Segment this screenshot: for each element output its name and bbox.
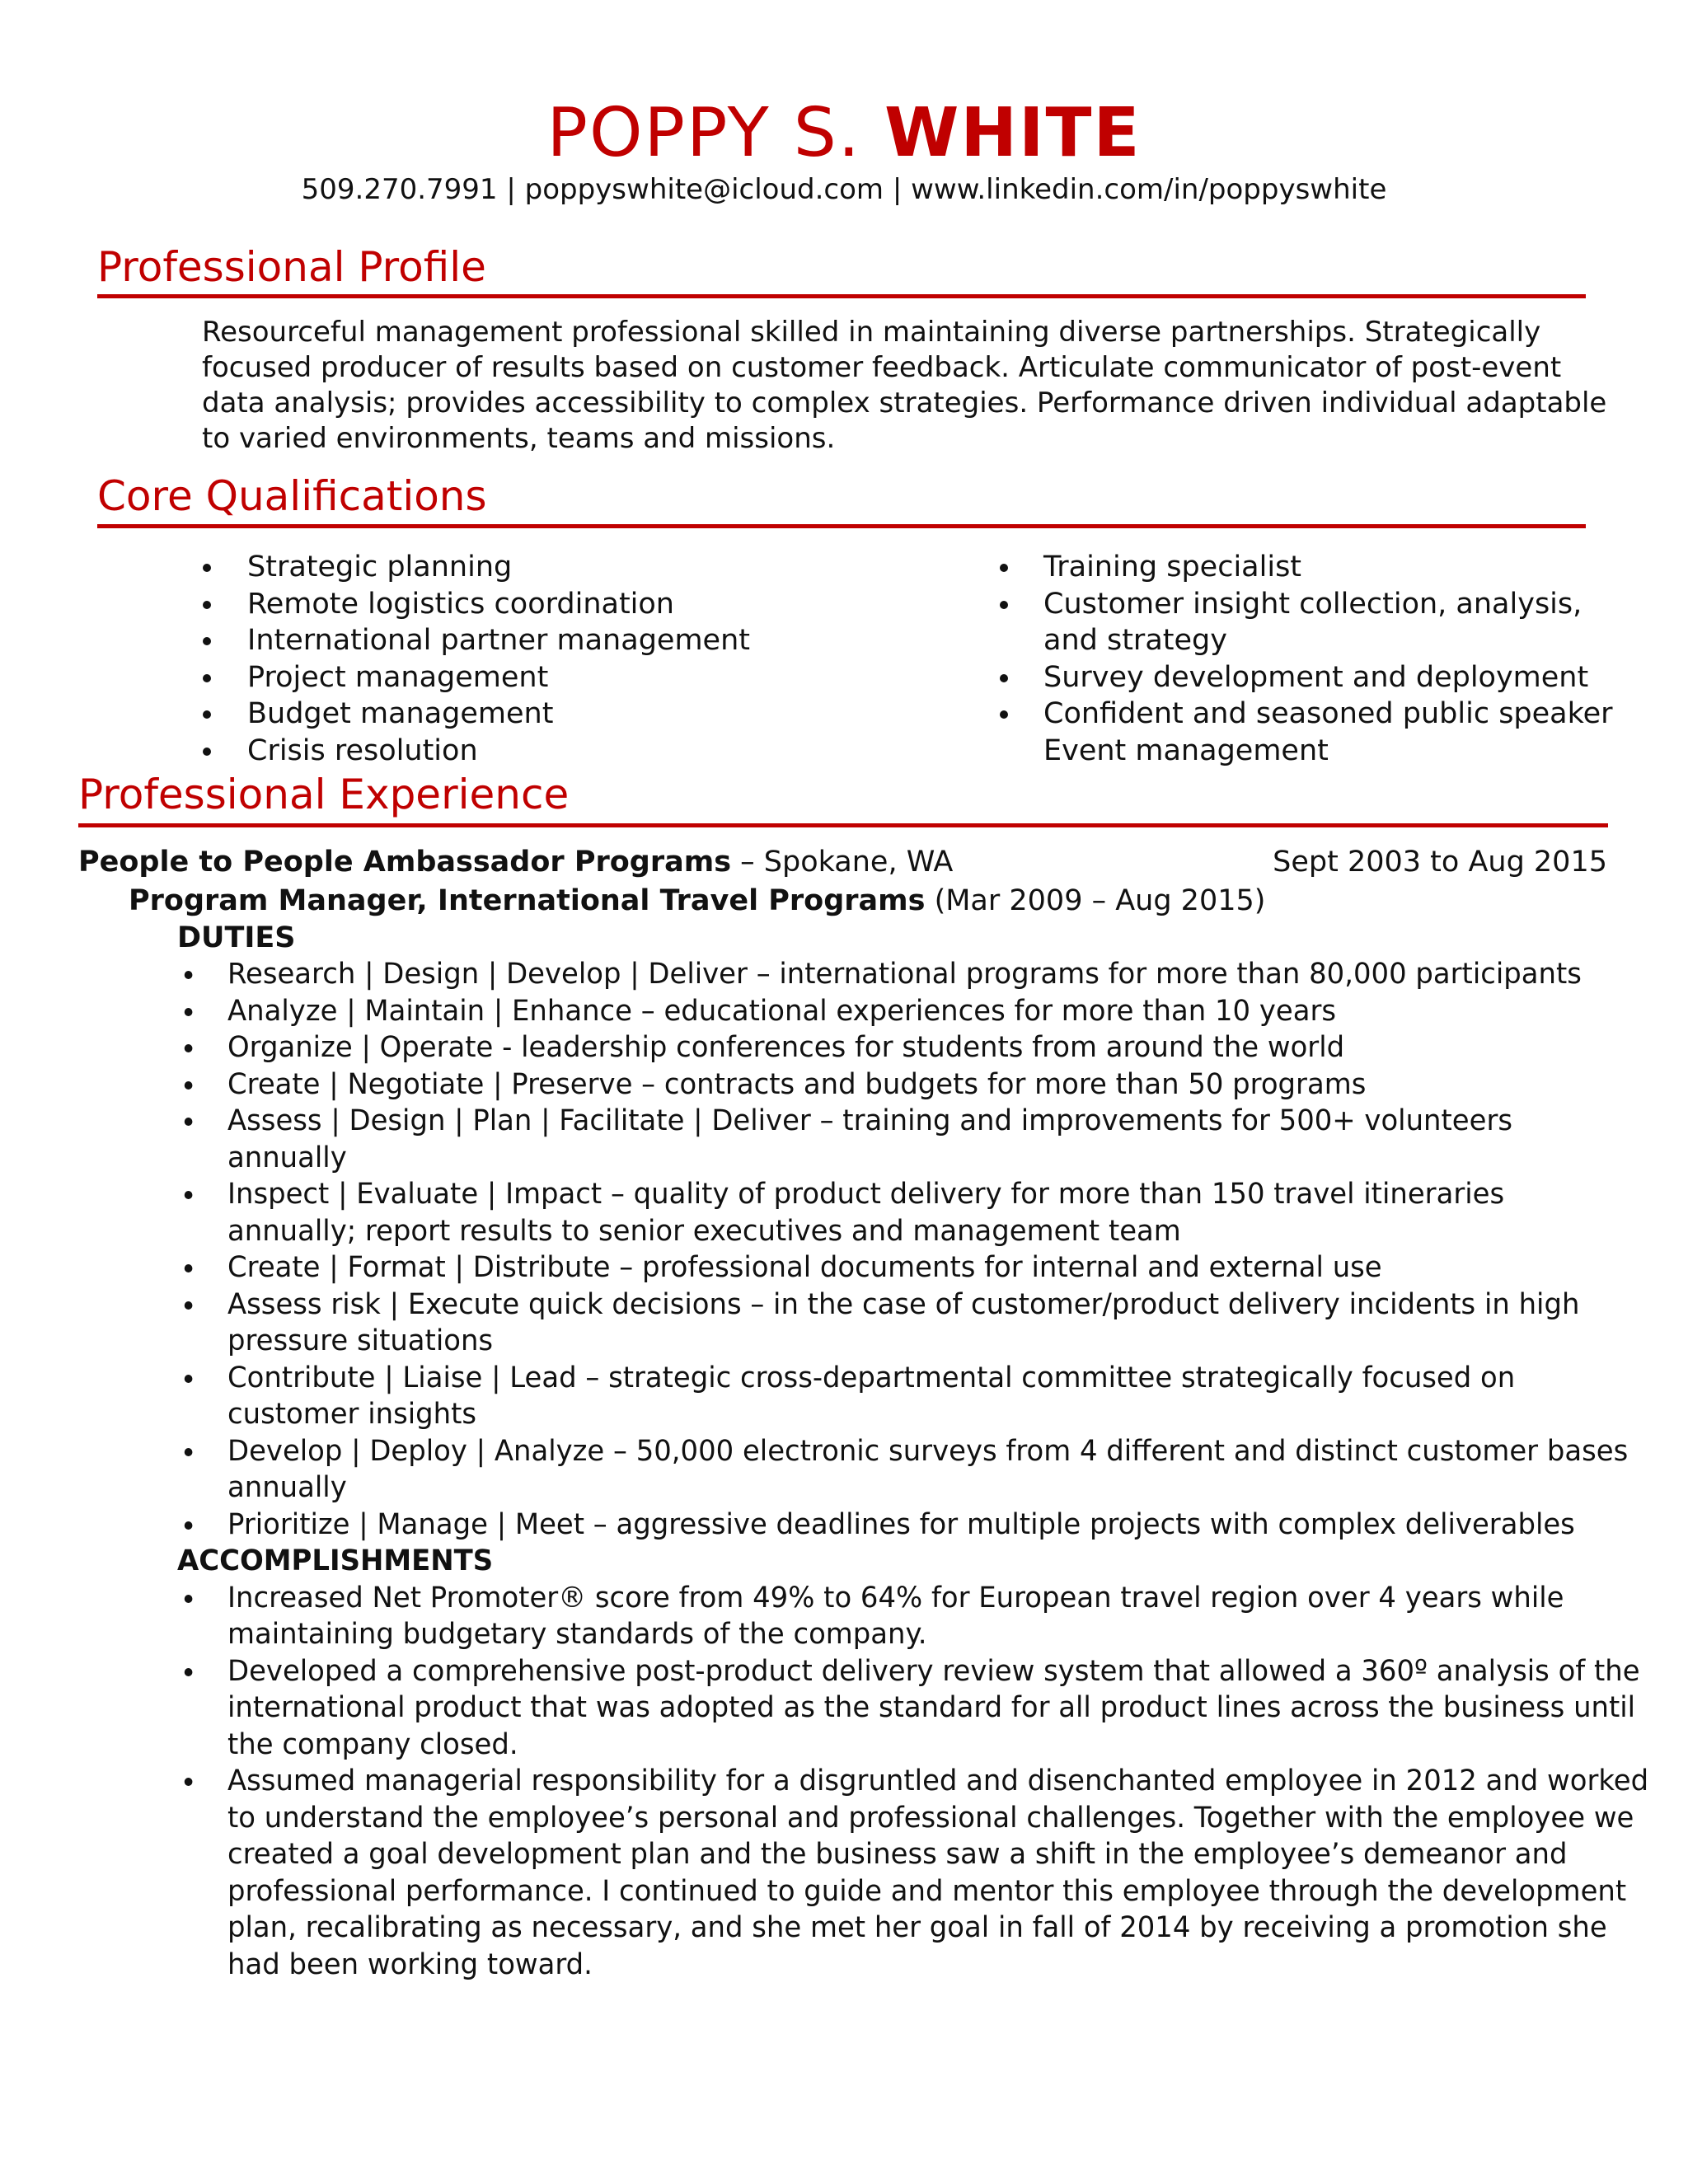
list-item: Organize | Operate - leadership conferences for students from around the world bbox=[227, 1029, 1648, 1066]
role-dates: (Mar 2009 – Aug 2015) bbox=[925, 884, 1266, 917]
first-name: POPPY S. bbox=[546, 94, 861, 172]
list-item: Inspect | Evaluate | Impact – quality of product delivery for more than 150 travel itineraries bbox=[227, 1176, 1648, 1213]
duties-list bbox=[177, 956, 1688, 1983]
employer-name: People to People Ambassador Programs bbox=[78, 846, 732, 879]
list-item: Developed a comprehensive post-product delivery review system that allowed a 360º analysis of the bbox=[227, 1653, 1648, 1690]
bullet-icon bbox=[185, 1375, 193, 1383]
bullet-icon bbox=[203, 710, 211, 719]
list-item: Crisis resolution bbox=[247, 733, 750, 770]
section-rule-profile bbox=[97, 294, 1586, 298]
list-item: Training specialist bbox=[1043, 549, 1613, 586]
bullet-icon bbox=[203, 601, 211, 609]
list-item: Prioritize | Manage | Meet – aggressive deadlines for multiple projects with complex deliverables bbox=[227, 1507, 1648, 1544]
list-item-continuation: annually bbox=[227, 1471, 347, 1504]
profile-line: to varied environments, teams and missions. bbox=[202, 422, 836, 455]
bullet-icon bbox=[185, 1521, 193, 1530]
list-item-continuation: Event management bbox=[1043, 733, 1329, 767]
qualifications-list-right bbox=[1043, 549, 1613, 769]
bullet-icon bbox=[203, 637, 211, 645]
employer-location: – Spokane, WA bbox=[731, 846, 954, 879]
profile-summary bbox=[202, 315, 1620, 457]
list-item: Develop | Deploy | Analyze – 50,000 electronic surveys from 4 different and distinct customer bases bbox=[227, 1433, 1648, 1470]
bullet-icon bbox=[1000, 674, 1008, 682]
list-item-continuation: annually; report results to senior executives and management team bbox=[227, 1214, 1181, 1248]
section-title-profile: Professional Profile bbox=[97, 243, 486, 291]
list-item: Strategic planning bbox=[247, 549, 750, 586]
list-item: Assumed managerial responsibility for a disgruntled and disenchanted employee in 2012 and worked bbox=[227, 1763, 1648, 1800]
list-item-continuation: maintaining budgetary standards of the company. bbox=[227, 1618, 927, 1651]
list-item: Assess risk | Execute quick decisions – in the case of customer/product delivery incidents in high bbox=[227, 1286, 1648, 1324]
contact-line: 509.270.7991 | poppyswhite@icloud.com | www.linkedin.com/in/poppyswhite bbox=[301, 173, 1387, 206]
list-item-continuation: to understand the employee’s personal and professional challenges. Together with the employee we bbox=[227, 1801, 1634, 1835]
list-item: Confident and seasoned public speaker bbox=[1043, 696, 1613, 733]
list-item-continuation: and strategy bbox=[1043, 624, 1227, 657]
list-item-continuation: customer insights bbox=[227, 1398, 477, 1431]
last-name: WHITE bbox=[884, 94, 1142, 172]
bullet-icon bbox=[185, 1008, 193, 1016]
bullet-icon bbox=[185, 1118, 193, 1126]
bullet-icon bbox=[185, 971, 193, 979]
list-item: Budget management bbox=[247, 696, 750, 733]
list-item: Increased Net Promoter® score from 49% to 64% for European travel region over 4 years while bbox=[227, 1580, 1648, 1617]
bullet-icon bbox=[185, 1264, 193, 1272]
list-item-continuation: had been working toward. bbox=[227, 1947, 593, 1981]
bullet-icon bbox=[1000, 564, 1008, 572]
list-item-continuation: plan, recalibrating as necessary, and she met her goal in fall of 2014 by receiving a promotion she bbox=[227, 1911, 1607, 1944]
list-item: Project management bbox=[247, 659, 750, 696]
bullet-icon bbox=[185, 1081, 193, 1090]
list-item: Create | Format | Distribute – professional documents for internal and external use bbox=[227, 1249, 1648, 1286]
bullet-icon bbox=[185, 1191, 193, 1199]
bullet-icon bbox=[185, 1778, 193, 1786]
bullet-icon bbox=[203, 748, 211, 756]
list-item: Assess | Design | Plan | Facilitate | Deliver – training and improvements for 500+ volunteers bbox=[227, 1103, 1648, 1140]
bullet-icon bbox=[185, 1668, 193, 1676]
qualifications-list-left bbox=[247, 549, 750, 769]
list-item: Analyze | Maintain | Enhance – educational experiences for more than 10 years bbox=[227, 993, 1648, 1030]
employment-dates: Sept 2003 to Aug 2015 bbox=[1273, 846, 1607, 879]
list-item: Survey development and deployment bbox=[1043, 659, 1613, 696]
profile-line: focused producer of results based on customer feedback. Articulate communicator of post-event bbox=[202, 351, 1562, 384]
list-item: International partner management bbox=[247, 622, 750, 659]
bullet-icon bbox=[1000, 601, 1008, 609]
profile-line: data analysis; provides accessibility to complex strategies. Performance driven individual adaptable bbox=[202, 387, 1607, 419]
list-item-continuation: pressure situations bbox=[227, 1324, 494, 1357]
role-title: Program Manager, International Travel Programs bbox=[129, 884, 926, 917]
bullet-icon bbox=[1000, 710, 1008, 719]
section-rule-qualifications bbox=[97, 524, 1586, 528]
list-item-continuation: professional performance. I continued to guide and mentor this employee through the development bbox=[227, 1874, 1627, 1908]
duties-heading: DUTIES bbox=[177, 921, 296, 954]
list-item: Contribute | Liaise | Lead – strategic cross-departmental committee strategically focused on bbox=[227, 1360, 1648, 1397]
candidate-name bbox=[0, 92, 1688, 175]
list-item-continuation: annually bbox=[227, 1141, 347, 1174]
list-item: Customer insight collection, analysis, bbox=[1043, 586, 1613, 623]
list-item: Create | Negotiate | Preserve – contracts and budgets for more than 50 programs bbox=[227, 1066, 1648, 1104]
section-title-experience: Professional Experience bbox=[78, 771, 570, 818]
bullet-icon bbox=[185, 1595, 193, 1603]
list-item-continuation: the company closed. bbox=[227, 1727, 518, 1761]
list-item: Remote logistics coordination bbox=[247, 586, 750, 623]
list-item: Research | Design | Develop | Deliver – international programs for more than 80,000 participants bbox=[227, 956, 1648, 993]
accomplishments-heading: ACCOMPLISHMENTS bbox=[177, 1544, 494, 1577]
role-line bbox=[129, 882, 1265, 920]
list-item-continuation: created a goal development plan and the business saw a shift in the employee’s demeanor and bbox=[227, 1838, 1568, 1871]
section-rule-experience bbox=[78, 823, 1608, 827]
profile-line: Resourceful management professional skilled in maintaining diverse partnerships. Strategically bbox=[202, 316, 1541, 349]
bullet-icon bbox=[203, 674, 211, 682]
bullet-icon bbox=[185, 1301, 193, 1310]
section-title-qualifications: Core Qualifications bbox=[97, 472, 487, 520]
list-item-continuation: international product that was adopted as the standard for all product lines across the business until bbox=[227, 1691, 1636, 1724]
employer-line bbox=[78, 843, 953, 881]
bullet-icon bbox=[185, 1448, 193, 1456]
bullet-icon bbox=[185, 1044, 193, 1052]
bullet-icon bbox=[203, 564, 211, 572]
